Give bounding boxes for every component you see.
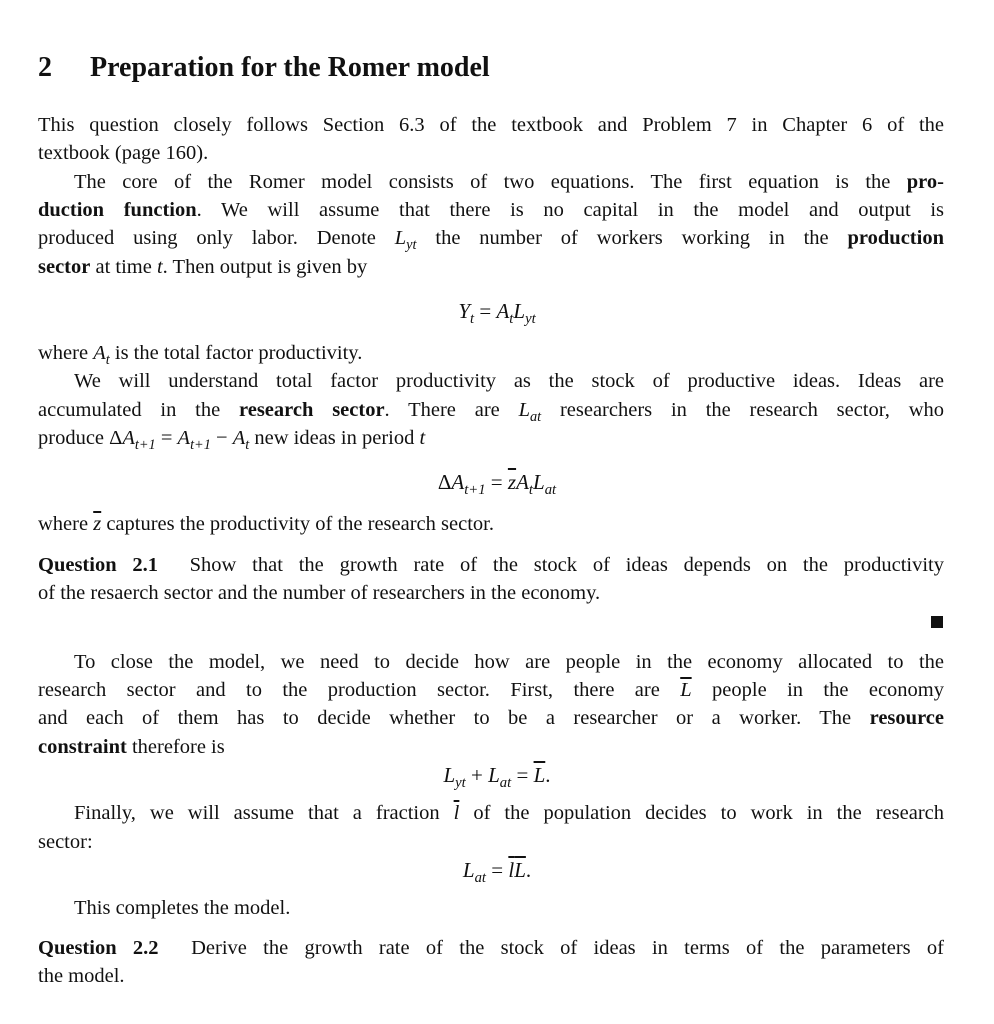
p6-line-2: sector: [38, 831, 93, 853]
p3-line-2: We will understand total factor productivity as the stock of productive ideas. Ideas are [74, 370, 944, 392]
equation-research-share: $L_{at} = \overline{l}\overline{L}$. [462, 858, 532, 886]
intro-line-1: This question closely follows Section 6.3 of the textbook and Problem 7 in Chapter 6 of the [38, 114, 944, 136]
p3-line-4: produce $\Delta A_{t+1} = A_{t+1} - A_t$ new ideas in period t [38, 427, 426, 453]
question-2-1-label: Question 2.1 [38, 554, 159, 576]
question-2-2-line-1: Question 2.2 Derive the growth rate of the stock of ideas in terms of the parameters of [38, 937, 945, 959]
equation-resource-constraint: $L_{yt} + L_{at} = \overline{L}$. [443, 763, 551, 791]
section-heading [38, 52, 490, 84]
equation-production-function: $Y_t = A_tL_{yt}$ [458, 299, 536, 327]
question-2-1-line-2: of the resaerch sector and the number of researchers in the economy. [38, 582, 601, 604]
question-2-2-label: Question 2.2 [38, 937, 159, 959]
qed-square-icon [931, 616, 943, 628]
section-number: 2 [38, 52, 52, 83]
p3-line-3: accumulated in the research sector. There are $L_{at}$ researchers in the research sector, who [38, 399, 944, 425]
p3-line-1: where $A_t$ is the total factor productivity. [38, 342, 363, 368]
intro-line-2: textbook (page 160). [38, 142, 209, 164]
question-2-2-line-2: the model. [38, 965, 125, 987]
section-title: Preparation for the Romer model [90, 52, 490, 83]
p2-line-2: duction function. We will assume that there is no capital in the model and output is [38, 199, 944, 221]
p2-line-3: produced using only labor. Denote $L_{yt}$ the number of workers working in the production [38, 227, 944, 253]
p6-line-1: Finally, we will assume that a fraction $\overline{l}$ of the population decides to work in the research [74, 802, 944, 824]
question-2-1-line-1: Question 2.1 Show that the growth rate of the stock of ideas depends on the productivity [38, 554, 944, 576]
p2-line-4: sector at time t. Then output is given by [38, 256, 368, 278]
p5-line-3: and each of them has to decide whether to be a researcher or a worker. The resource [38, 707, 944, 729]
p5-line-4: constraint therefore is [38, 736, 225, 758]
p4-line-1: where $\overline{z}$ captures the productivity of the research sector. [38, 513, 494, 535]
p5-line-2: research sector and to the production sector. First, there are $\overline{L}$ people in the economy [38, 679, 944, 701]
p7-line: This completes the model. [74, 897, 291, 919]
p5-line-1: To close the model, we need to decide how are people in the economy allocated to the [74, 651, 944, 673]
p2-line-1: The core of the Romer model consists of two equations. The first equation is the pro- [74, 171, 944, 193]
equation-idea-production: $\Delta A_{t+1} = \overline{z}A_tL_{at}$ [437, 470, 557, 498]
